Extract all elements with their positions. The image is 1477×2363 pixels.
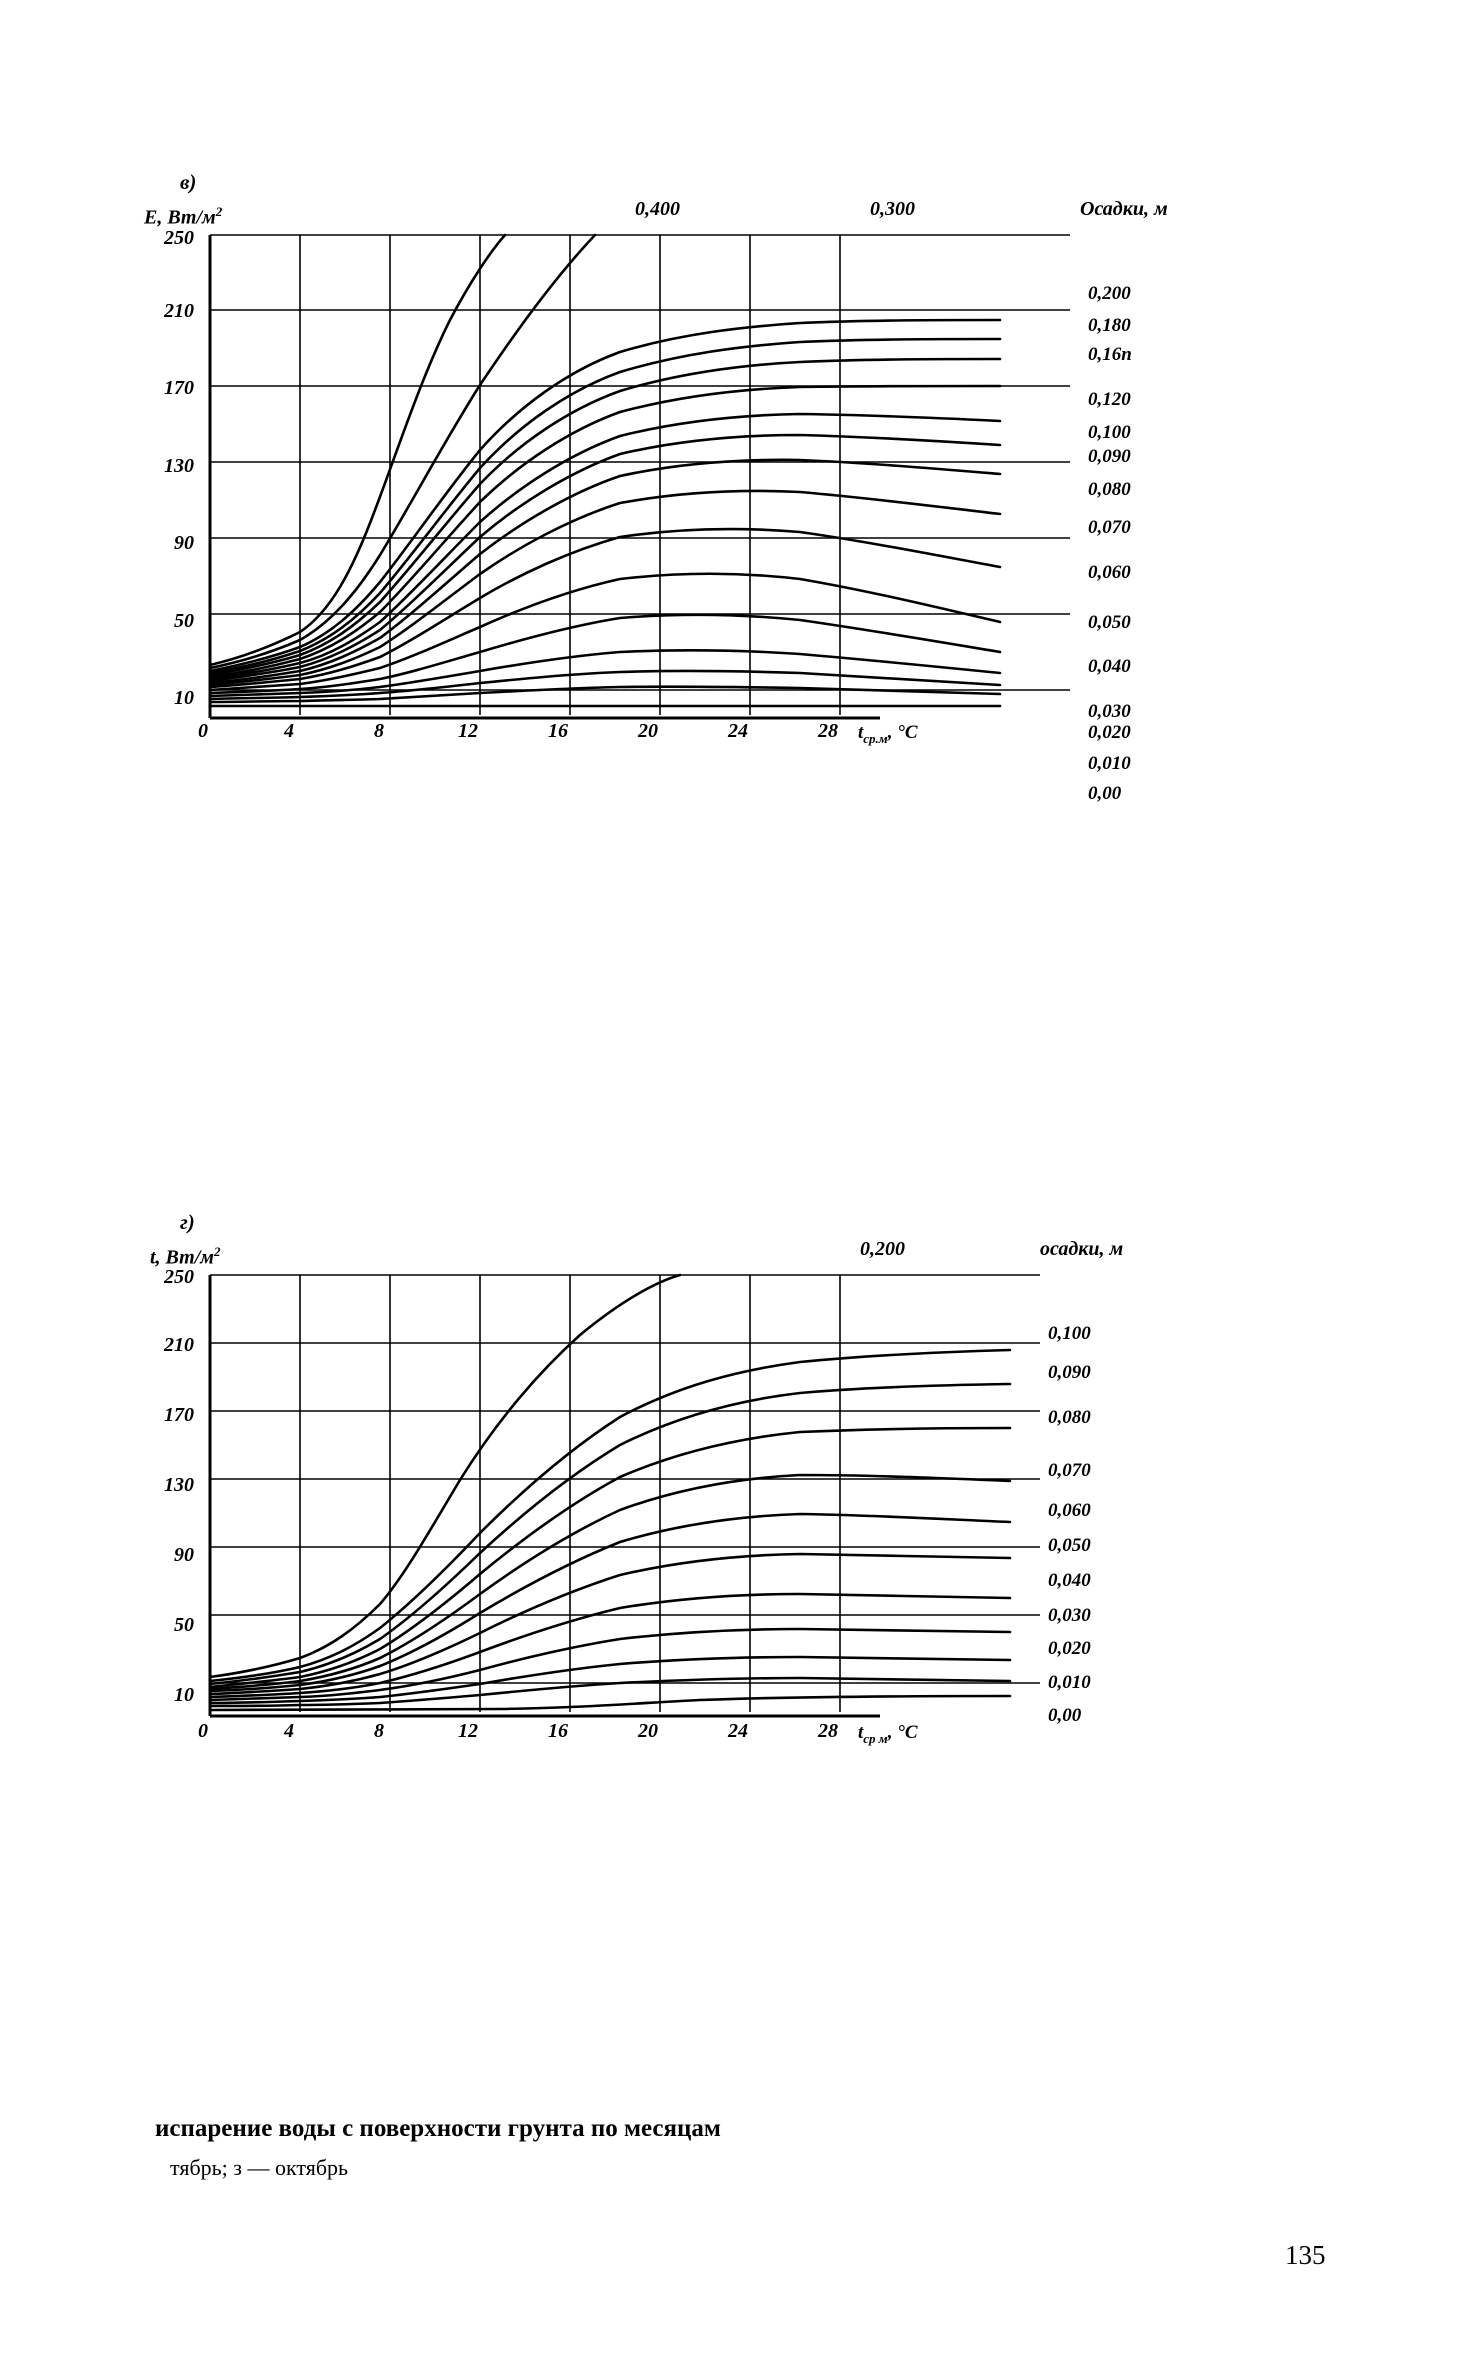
curve-label-g-0080: 0,080 [1048, 1407, 1091, 1428]
top-curve-label-0200-g: 0,200 [860, 1238, 905, 1260]
curve-label-v-0040: 0,040 [1088, 656, 1131, 677]
ytick-50-g: 50 [174, 1614, 194, 1636]
curves-g [210, 1275, 1010, 1710]
ytick-210-v: 210 [164, 300, 194, 322]
xtick-12-g: 12 [458, 1720, 478, 1742]
xtick-28-g: 28 [818, 1720, 838, 1742]
chart-canvas-g [180, 1250, 1100, 1770]
xtick-16-v: 16 [548, 720, 568, 742]
figure-caption-line1: испарение воды с поверхности грунта по месяцам [155, 2115, 721, 2142]
curve-label-v-0020: 0,020 [1088, 722, 1131, 743]
ytick-130-g: 130 [164, 1474, 194, 1496]
curve-label-v-0070: 0,070 [1088, 517, 1131, 538]
ytick-250-v: 250 [164, 227, 194, 249]
xtick-8-v: 8 [374, 720, 384, 742]
curve-label-v-000: 0,00 [1088, 783, 1122, 804]
xtick-0-g: 0 [198, 1720, 208, 1742]
y-axis-exponent-v: 2 [215, 204, 223, 219]
panel-letter-g: г) [180, 1210, 195, 1234]
ytick-50-v: 50 [174, 610, 194, 632]
curve-label-g-0010: 0,010 [1048, 1672, 1091, 1693]
x-axis-symbol-g: t [858, 1722, 864, 1743]
curve-label-g-0070: 0,070 [1048, 1460, 1091, 1481]
curve-label-v-0050: 0,050 [1088, 612, 1131, 633]
curve-label-g-0050: 0,050 [1048, 1535, 1091, 1556]
page-number: 135 [1285, 2240, 1326, 2270]
curve-label-g-0030: 0,030 [1048, 1605, 1091, 1626]
x-axis-unit-g: , °C [887, 1722, 918, 1743]
curve-label-v-0180: 0,180 [1088, 315, 1131, 336]
x-axis-symbol-v: t [858, 722, 864, 743]
axis-lines-g [210, 1275, 880, 1716]
curves-v [210, 235, 1000, 706]
y-axis-label-text-g: t, Вт/м [150, 1246, 214, 1269]
ytick-90-v: 90 [174, 532, 194, 554]
xtick-24-v: 24 [728, 720, 748, 742]
y-axis-exponent-g: 2 [213, 1244, 221, 1259]
xtick-0-v: 0 [198, 720, 208, 742]
curve-label-v-0160: 0,16п [1088, 344, 1132, 365]
ytick-170-v: 170 [164, 377, 194, 399]
curve-label-v-0080: 0,080 [1088, 479, 1131, 500]
curve-label-g-0020: 0,020 [1048, 1638, 1091, 1659]
curve-label-v-0090: 0,090 [1088, 446, 1131, 467]
chart-panel-g [150, 1210, 1300, 2070]
top-curve-label-0300: 0,300 [870, 198, 915, 220]
xtick-16-g: 16 [548, 1720, 568, 1742]
x-axis-subscript-g: ср м [863, 1730, 888, 1746]
ytick-10-v: 10 [174, 687, 194, 709]
curve-label-v-0200: 0,200 [1088, 283, 1131, 304]
curve-label-g-0060: 0,060 [1048, 1500, 1091, 1521]
x-axis-unit-v: , °C [887, 722, 918, 743]
xtick-20-g: 20 [638, 1720, 658, 1742]
curve-label-g-0040: 0,040 [1048, 1570, 1091, 1591]
chart-panel-v [144, 170, 1300, 1090]
ytick-10-g: 10 [174, 1684, 194, 1706]
ytick-170-g: 170 [164, 1404, 194, 1426]
figure-caption-line2: тябрь; з — октябрь [170, 2155, 349, 2180]
xtick-4-g: 4 [284, 1720, 294, 1742]
legend-title-g: осадки, м [1040, 1238, 1124, 1260]
x-axis-subscript-v: ср.м [863, 730, 888, 746]
top-curve-label-0400: 0,400 [635, 198, 680, 220]
y-axis-label-text-v: E, Вт/м [144, 206, 216, 229]
curve-label-g-0090: 0,090 [1048, 1362, 1091, 1383]
xtick-20-v: 20 [638, 720, 658, 742]
ytick-90-g: 90 [174, 1544, 194, 1566]
legend-title-v: Осадки, м [1080, 198, 1168, 220]
xtick-28-v: 28 [818, 720, 838, 742]
curve-label-v-0100: 0,100 [1088, 422, 1131, 443]
panel-letter-v: в) [180, 170, 197, 194]
curve-label-v-0120: 0,120 [1088, 389, 1131, 410]
xtick-12-v: 12 [458, 720, 478, 742]
curve-label-v-0030: 0,030 [1088, 701, 1131, 722]
curve-label-g-000: 0,00 [1048, 1705, 1082, 1726]
ytick-130-v: 130 [164, 455, 194, 477]
grid-lines-g [210, 1275, 1040, 1712]
xtick-8-g: 8 [374, 1720, 384, 1742]
chart-canvas-v [180, 210, 1100, 770]
curve-label-v-0060: 0,060 [1088, 562, 1131, 583]
curve-label-v-0010: 0,010 [1088, 753, 1131, 774]
curve-label-g-0100: 0,100 [1048, 1323, 1091, 1344]
ytick-250-g: 250 [164, 1266, 194, 1288]
xtick-24-g: 24 [728, 1720, 748, 1742]
ytick-210-g: 210 [164, 1334, 194, 1356]
xtick-4-v: 4 [284, 720, 294, 742]
